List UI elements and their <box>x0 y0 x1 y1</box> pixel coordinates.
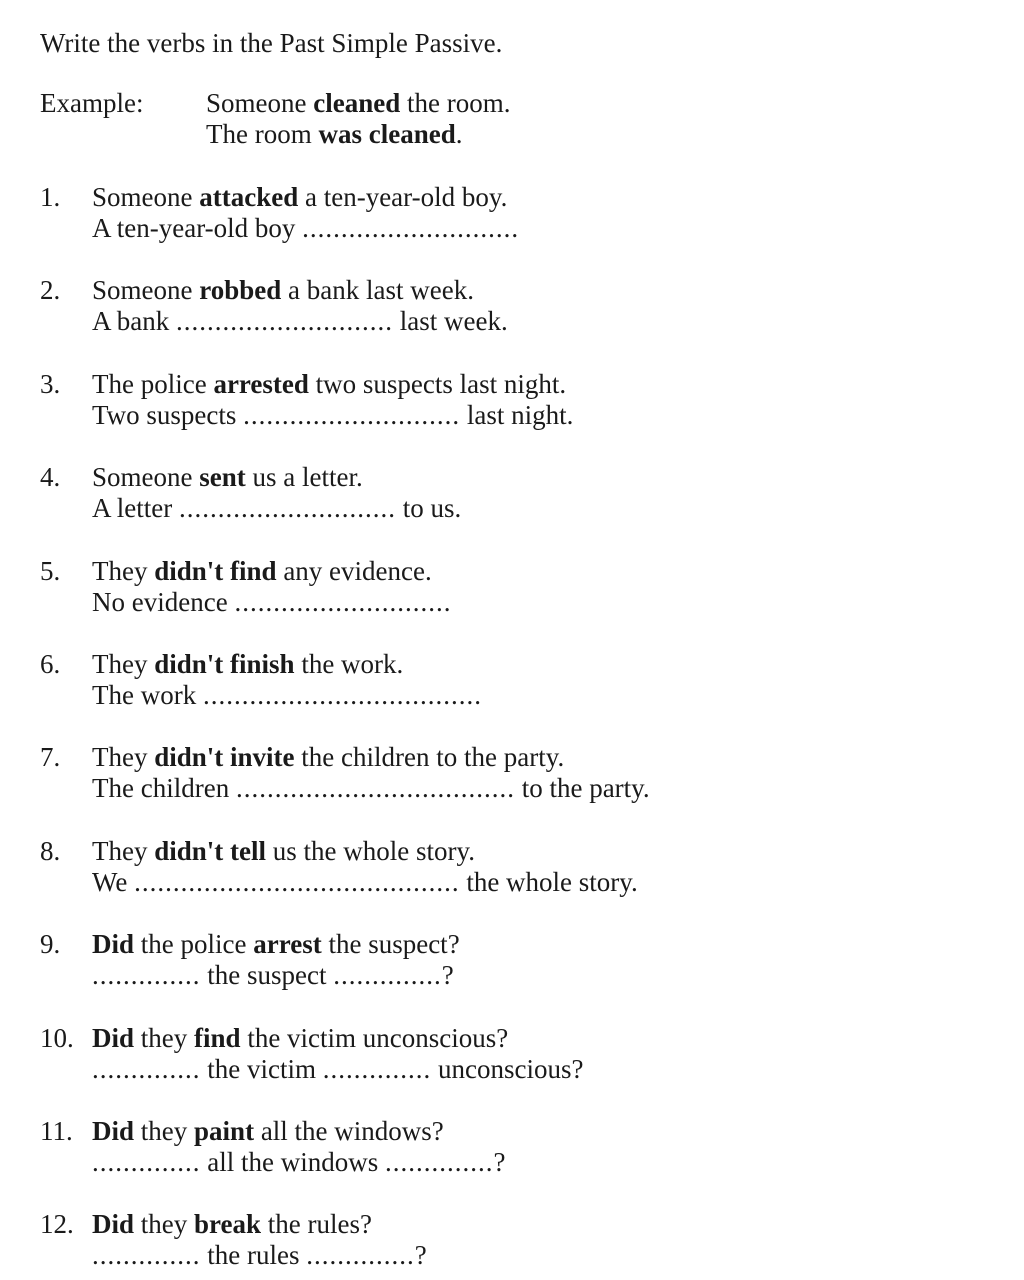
text-segment: ? <box>414 1240 427 1270</box>
text-segment: The work <box>92 680 203 710</box>
item-number: 2. <box>40 275 61 305</box>
item-sentence <box>92 929 460 960</box>
example-label: Example: <box>40 88 144 118</box>
item-sentence <box>92 1116 444 1147</box>
text-segment: they <box>134 1116 195 1146</box>
verb-bold: didn't find <box>154 556 277 586</box>
text-segment: The children <box>92 773 236 803</box>
text-segment: They <box>92 556 155 586</box>
text-segment: They <box>92 649 155 679</box>
text-segment: the rules <box>200 1240 307 1270</box>
answer-blank[interactable]: .............. <box>322 1054 432 1084</box>
answer-blank[interactable]: .................................... <box>235 773 515 803</box>
text-segment: us a letter. <box>245 462 363 492</box>
item-number: 12. <box>40 1209 74 1239</box>
item-number: 4. <box>40 462 61 492</box>
verb-bold: didn't invite <box>154 742 295 772</box>
text-segment: us the whole story. <box>266 836 475 866</box>
text-segment: They <box>92 742 155 772</box>
item-answer-line <box>92 960 454 991</box>
verb-bold: Did <box>92 1023 135 1053</box>
text-segment: last night. <box>460 400 574 430</box>
item-sentence <box>92 1023 508 1054</box>
verb-bold: arrested <box>213 369 309 399</box>
text-segment: they <box>134 1023 195 1053</box>
text-segment: . <box>455 119 463 149</box>
text-segment: the room. <box>400 88 511 118</box>
item-answer-line <box>92 493 461 524</box>
verb-bold: arrest <box>253 929 322 959</box>
instruction: Write the verbs in the Past Simple Passive. <box>40 28 503 58</box>
text-segment: Someone <box>92 182 200 212</box>
item-answer-line <box>92 306 508 337</box>
verb-bold: find <box>194 1023 241 1053</box>
verb-bold: cleaned <box>313 88 401 118</box>
text-segment: Someone <box>92 462 200 492</box>
text-segment: The room <box>206 119 319 149</box>
verb-bold: didn't tell <box>154 836 267 866</box>
item-number: 10. <box>40 1023 74 1053</box>
item-number: 3. <box>40 369 61 399</box>
item-sentence <box>92 649 403 680</box>
verb-bold: paint <box>194 1116 255 1146</box>
verb-bold: Did <box>92 929 135 959</box>
answer-blank[interactable]: .............. <box>306 1240 415 1270</box>
item-number: 7. <box>40 742 61 772</box>
text-segment: Two suspects <box>92 400 244 430</box>
text-segment: to the party. <box>514 773 650 803</box>
text-segment: They <box>92 836 155 866</box>
answer-blank[interactable]: .............. <box>92 1054 201 1084</box>
item-number: 5. <box>40 556 61 586</box>
item-number: 6. <box>40 649 61 679</box>
example-sentence <box>206 88 510 119</box>
item-sentence <box>92 369 566 400</box>
item-sentence <box>92 742 564 773</box>
answer-blank[interactable]: ............................ <box>178 493 396 523</box>
text-segment: The police <box>92 369 214 399</box>
item-sentence <box>92 556 432 587</box>
verb-bold: attacked <box>199 182 299 212</box>
item-answer-line <box>92 213 519 244</box>
text-segment: A bank <box>92 306 176 336</box>
text-segment: unconscious? <box>431 1054 584 1084</box>
verb-bold: Did <box>92 1116 135 1146</box>
text-segment: We <box>92 867 135 897</box>
text-segment: they <box>134 1209 195 1239</box>
item-answer-line <box>92 1147 505 1178</box>
text-segment: the rules? <box>261 1209 372 1239</box>
verb-bold: robbed <box>199 275 282 305</box>
item-answer-line <box>92 1240 427 1271</box>
verb-bold: didn't finish <box>154 649 295 679</box>
answer-blank[interactable]: .................................... <box>202 680 482 710</box>
verb-bold: Did <box>92 1209 135 1239</box>
text-segment: No evidence <box>92 587 235 617</box>
text-segment: all the windows <box>200 1147 385 1177</box>
answer-blank[interactable]: ............................ <box>243 400 461 430</box>
item-sentence <box>92 182 507 213</box>
verb-bold: sent <box>199 462 246 492</box>
answer-blank[interactable]: ............................ <box>234 587 452 617</box>
text-segment: the victim <box>200 1054 323 1084</box>
text-segment: two suspects last night. <box>308 369 567 399</box>
text-segment: the whole story. <box>459 867 638 897</box>
text-segment: the suspect? <box>321 929 460 959</box>
item-answer-line <box>92 867 638 898</box>
text-segment: any evidence. <box>276 556 432 586</box>
item-number: 8. <box>40 836 61 866</box>
answer-blank[interactable]: .............. <box>384 1147 494 1177</box>
item-answer-line <box>92 773 650 804</box>
text-segment: the victim unconscious? <box>240 1023 509 1053</box>
answer-blank[interactable]: ............................ <box>302 213 520 243</box>
answer-blank[interactable]: ............................ <box>176 306 393 336</box>
item-sentence <box>92 462 363 493</box>
text-segment: ? <box>493 1147 506 1177</box>
text-segment: to us. <box>395 493 462 523</box>
text-segment: A ten-year-old boy <box>92 213 303 243</box>
answer-blank[interactable]: .............. <box>333 960 442 990</box>
text-segment: the police <box>134 929 254 959</box>
answer-blank[interactable]: .......................................... <box>134 867 460 897</box>
text-segment: the suspect <box>200 960 334 990</box>
text-segment: ? <box>441 960 454 990</box>
item-answer-line <box>92 587 451 618</box>
text-segment: A letter <box>92 493 179 523</box>
answer-blank[interactable]: .............. <box>92 1147 201 1177</box>
text-segment: Someone <box>206 88 314 118</box>
text-segment: a bank last week. <box>281 275 474 305</box>
item-number: 11. <box>40 1116 73 1146</box>
item-answer-line <box>92 680 482 711</box>
item-number: 1. <box>40 182 61 212</box>
item-sentence <box>92 1209 372 1240</box>
text-segment: the work. <box>294 649 404 679</box>
item-answer-line <box>92 400 573 431</box>
item-sentence <box>92 275 474 306</box>
text-segment: the children to the party. <box>294 742 565 772</box>
verb-bold: break <box>194 1209 262 1239</box>
text-segment: a ten-year-old boy. <box>298 182 508 212</box>
item-answer-line <box>92 1054 583 1085</box>
verb-bold: was cleaned <box>318 119 456 149</box>
item-sentence <box>92 836 475 867</box>
text-segment: all the windows? <box>254 1116 444 1146</box>
text-segment: Someone <box>92 275 200 305</box>
text-segment: last week. <box>393 306 508 336</box>
example-answer <box>206 119 462 150</box>
item-number: 9. <box>40 929 61 959</box>
answer-blank[interactable]: .............. <box>92 1240 201 1270</box>
answer-blank[interactable]: .............. <box>92 960 201 990</box>
